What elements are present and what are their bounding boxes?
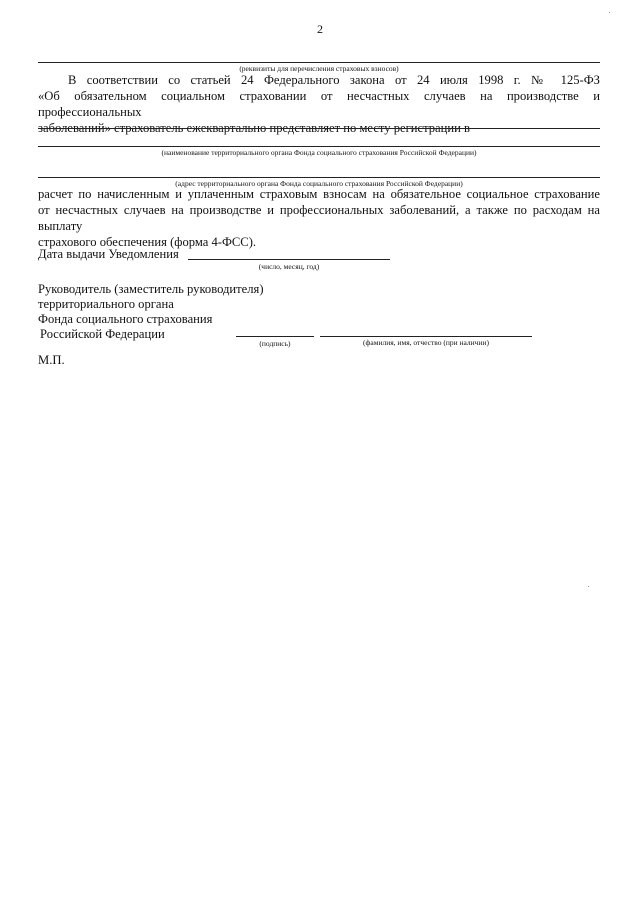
scan-artifact xyxy=(588,586,589,587)
issue-date-caption: (число, месяц, год) xyxy=(258,262,320,271)
territorial-name-line-1 xyxy=(38,128,600,129)
scan-artifact xyxy=(609,12,610,13)
paragraph-legal-basis xyxy=(38,72,600,136)
paragraph-legal-basis-line-2: «Об обязательном социальном страховании от несчастных случаев на производстве и профессиональных xyxy=(38,89,600,119)
territorial-address-caption: (адрес территориального органа Фонда социального страхования Российской Федерации) xyxy=(175,179,463,188)
issue-date-line xyxy=(188,259,390,260)
territorial-name-line-2 xyxy=(38,146,600,147)
head-title-line-1: Руководитель (заместитель руководителя) xyxy=(38,282,264,296)
issue-date-label: Дата выдачи Уведомления xyxy=(38,247,179,261)
head-title-line-2: территориального органа xyxy=(38,297,174,311)
signature-line xyxy=(236,336,314,337)
paragraph-report-line-3: страхового обеспечения (форма 4-ФСС). xyxy=(38,235,257,249)
paragraph-report xyxy=(38,186,600,250)
requisites-line xyxy=(38,62,600,63)
paragraph-report-line-1: расчет по начисленным и уплаченным страховым взносам на обязательное социальное страхование xyxy=(38,187,600,201)
signature-caption: (подпись) xyxy=(259,339,291,348)
page-number: 2 xyxy=(317,22,323,36)
paragraph-legal-basis-line-1: В соответствии со статьей 24 Федерального закона от 24 июля 1998 г. № 125-ФЗ xyxy=(68,73,600,87)
head-title-line-3: Фонда социального страхования xyxy=(38,312,213,326)
requisites-caption: (реквизиты для перечисления страховых взносов) xyxy=(239,64,399,73)
head-title-line-4: Российской Федерации xyxy=(40,327,165,341)
territorial-address-line xyxy=(38,177,600,178)
paragraph-legal-basis-line-3: заболеваний» страхователь ежеквартально представляет по месту регистрации в xyxy=(38,121,470,135)
territorial-name-caption: (наименование территориального органа Фонда социального страхования Российской Федерации) xyxy=(161,148,477,157)
full-name-caption: (фамилия, имя, отчество (при наличии) xyxy=(363,338,489,347)
full-name-line xyxy=(320,336,532,337)
paragraph-report-line-2: от несчастных случаев на производстве и профессиональных заболеваний, а также по расходам на выплату xyxy=(38,203,600,233)
seal-label: М.П. xyxy=(38,353,65,367)
